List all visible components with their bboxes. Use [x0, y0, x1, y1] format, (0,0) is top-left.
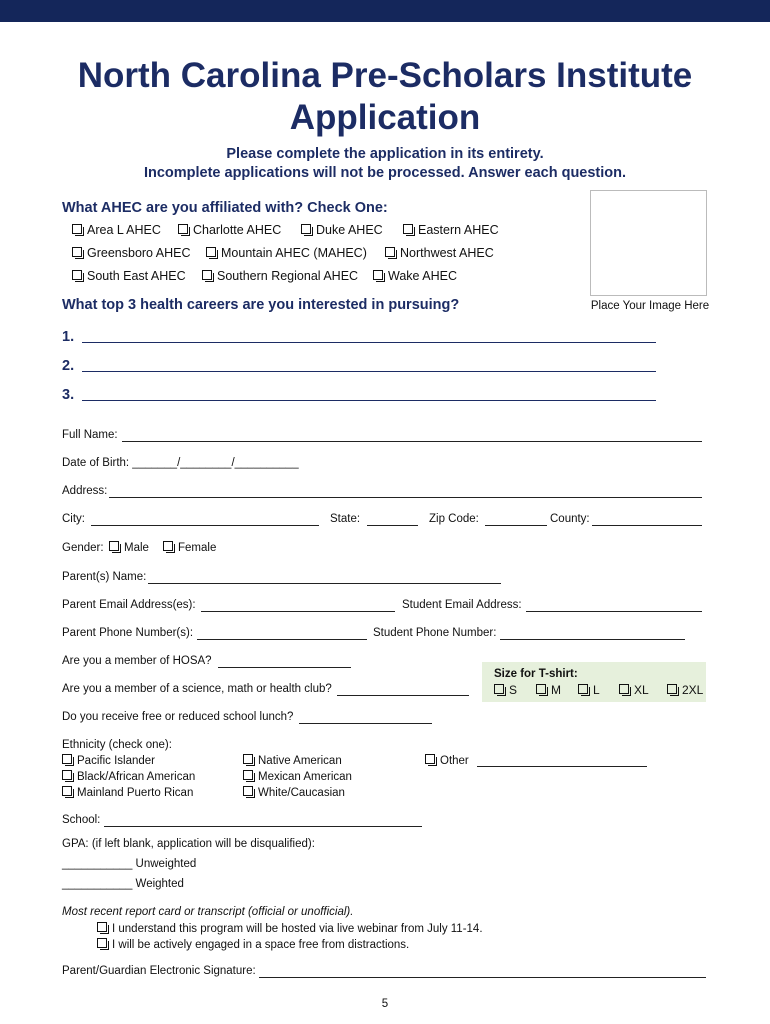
ahec-option-south-east[interactable]: South East AHEC	[72, 269, 186, 283]
ethnicity-mexican-american[interactable]: Mexican American	[243, 770, 352, 783]
instructions-line2: Incomplete applications will not be processed. Answer each question.	[143, 165, 627, 181]
club-label: Are you a member of a science, math or health club?	[62, 683, 332, 695]
city-field[interactable]	[91, 525, 319, 526]
full-name-field[interactable]	[122, 441, 702, 442]
checkbox-icon	[163, 541, 173, 551]
full-name-label: Full Name:	[62, 429, 118, 441]
parents-name-field[interactable]	[148, 583, 501, 584]
tshirt-size-xl[interactable]: XL	[619, 683, 649, 697]
parent-phone-label: Parent Phone Number(s):	[62, 627, 194, 639]
photo-caption: Place Your Image Here	[590, 300, 710, 312]
checkbox-icon	[494, 684, 504, 694]
gpa-weighted-field[interactable]: ___________ Weighted	[62, 878, 184, 890]
tshirt-size-box	[482, 662, 706, 702]
instructions-line1: Please complete the application in its entirety.	[226, 146, 544, 162]
ahec-question: What AHEC are you affiliated with? Check One:	[62, 200, 388, 216]
student-email-field[interactable]	[526, 611, 702, 612]
ahec-option-charlotte[interactable]: Charlotte AHEC	[178, 223, 281, 237]
career-field-2[interactable]	[82, 371, 656, 372]
checkbox-icon	[72, 270, 82, 280]
parent-email-field[interactable]	[201, 611, 395, 612]
ethnicity-white-caucasian[interactable]: White/Caucasian	[243, 786, 345, 799]
club-field[interactable]	[337, 695, 469, 696]
checkbox-icon	[243, 770, 253, 780]
checkbox-icon	[62, 786, 72, 796]
address-label: Address:	[62, 485, 108, 497]
career-number-3: 3.	[62, 387, 75, 403]
student-phone-field[interactable]	[500, 639, 685, 640]
acknowledge-webinar[interactable]: I understand this program will be hosted via live webinar from July 11-14.	[97, 922, 483, 935]
ethnicity-pacific-islander[interactable]: Pacific Islander	[62, 754, 155, 767]
signature-field[interactable]	[259, 977, 706, 978]
tshirt-size-m[interactable]: M	[536, 683, 561, 697]
zip-label: Zip Code:	[429, 513, 479, 525]
ethnicity-black-african-american[interactable]: Black/African American	[62, 770, 195, 783]
checkbox-icon	[301, 224, 311, 234]
state-field[interactable]	[367, 525, 418, 526]
ethnicity-mainland-puerto-rican[interactable]: Mainland Puerto Rican	[62, 786, 193, 799]
ahec-option-wake[interactable]: Wake AHEC	[373, 269, 457, 283]
county-label: County:	[550, 513, 590, 525]
career-number-2: 2.	[62, 358, 75, 374]
checkbox-icon	[536, 684, 546, 694]
parent-phone-field[interactable]	[197, 639, 367, 640]
ahec-option-southern-regional[interactable]: Southern Regional AHEC	[202, 269, 358, 283]
state-label: State:	[330, 513, 361, 525]
tshirt-size-s[interactable]: S	[494, 683, 517, 697]
gender-option-female[interactable]: Female	[163, 541, 216, 554]
tshirt-size-2xl[interactable]: 2XL	[667, 683, 703, 697]
checkbox-icon	[667, 684, 677, 694]
gender-label: Gender:	[62, 542, 104, 554]
school-label: School:	[62, 814, 101, 826]
parent-email-label: Parent Email Address(es):	[62, 599, 196, 611]
ahec-option-area-l[interactable]: Area L AHEC	[72, 223, 161, 237]
tshirt-size-l[interactable]: L	[578, 683, 600, 697]
checkbox-icon	[373, 270, 383, 280]
page-number: 5	[381, 998, 389, 1010]
checkbox-icon	[62, 770, 72, 780]
hosa-field[interactable]	[218, 667, 351, 668]
ahec-option-greensboro[interactable]: Greensboro AHEC	[72, 246, 191, 260]
page-title: North Carolina Pre-Scholars Institute	[77, 56, 693, 95]
checkbox-icon	[97, 922, 107, 932]
checkbox-icon	[72, 247, 82, 257]
parents-name-label: Parent(s) Name:	[62, 571, 147, 583]
ahec-option-eastern[interactable]: Eastern AHEC	[403, 223, 499, 237]
ethnicity-other-field[interactable]	[477, 766, 647, 767]
career-field-3[interactable]	[82, 400, 656, 401]
career-field-1[interactable]	[82, 342, 656, 343]
city-label: City:	[62, 513, 85, 525]
lunch-field[interactable]	[299, 723, 432, 724]
lunch-label: Do you receive free or reduced school lunch?	[62, 711, 294, 723]
signature-label: Parent/Guardian Electronic Signature:	[62, 965, 256, 977]
gender-option-male[interactable]: Male	[109, 541, 149, 554]
photo-upload-box[interactable]	[590, 190, 707, 296]
address-field[interactable]	[109, 497, 702, 498]
checkbox-icon	[578, 684, 588, 694]
checkbox-icon	[202, 270, 212, 280]
career-number-1: 1.	[62, 329, 75, 345]
checkbox-icon	[178, 224, 188, 234]
county-field[interactable]	[592, 525, 702, 526]
ahec-option-duke[interactable]: Duke AHEC	[301, 223, 383, 237]
dob-field[interactable]: Date of Birth: _______/________/__________	[62, 457, 299, 469]
ahec-option-northwest[interactable]: Northwest AHEC	[385, 246, 494, 260]
checkbox-icon	[425, 754, 435, 764]
report-card-note: Most recent report card or transcript (official or unofficial).	[62, 906, 354, 918]
checkbox-icon	[109, 541, 119, 551]
acknowledge-engaged[interactable]: I will be actively engaged in a space free from distractions.	[97, 938, 409, 951]
tshirt-size-title: Size for T-shirt:	[494, 668, 578, 680]
ethnicity-native-american[interactable]: Native American	[243, 754, 342, 767]
checkbox-icon	[62, 754, 72, 764]
gpa-label: GPA: (if left blank, application will be disqualified):	[62, 838, 315, 850]
ethnicity-label: Ethnicity (check one):	[62, 739, 172, 751]
checkbox-icon	[72, 224, 82, 234]
checkbox-icon	[385, 247, 395, 257]
gpa-unweighted-field[interactable]: ___________ Unweighted	[62, 858, 197, 870]
checkbox-icon	[243, 786, 253, 796]
checkbox-icon	[243, 754, 253, 764]
page-title-line2: Application	[289, 98, 481, 137]
student-phone-label: Student Phone Number:	[373, 627, 497, 639]
ethnicity-other[interactable]: Other	[425, 754, 469, 767]
checkbox-icon	[403, 224, 413, 234]
student-email-label: Student Email Address:	[402, 599, 522, 611]
checkbox-icon	[97, 938, 107, 948]
school-field[interactable]	[104, 826, 422, 827]
ahec-option-mountain[interactable]: Mountain AHEC (MAHEC)	[206, 246, 367, 260]
checkbox-icon	[619, 684, 629, 694]
header-bar	[0, 0, 770, 22]
careers-question: What top 3 health careers are you interested in pursuing?	[62, 297, 460, 313]
zip-field[interactable]	[485, 525, 547, 526]
hosa-label: Are you a member of HOSA?	[62, 655, 212, 667]
checkbox-icon	[206, 247, 216, 257]
